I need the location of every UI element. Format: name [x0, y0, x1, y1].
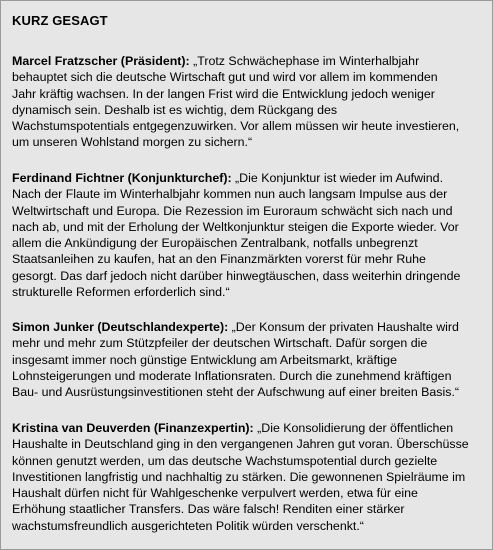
quote-line: Nach der Flaute im Winterhalbjahr kommen nun auch langsam Impulse aus der — [12, 187, 448, 202]
quote-entry-van-deuverden — [12, 420, 486, 534]
quote-entry-fichtner — [12, 170, 486, 300]
quote-line: können genutzt werden, um das deutsche Wachstumspotential durch gezielte — [12, 453, 438, 468]
quote-line: behauptet sich die deutsche Wirtschaft gut und wird vor allem im kommenden — [12, 70, 438, 85]
quote-line: Bau- und Ausrüstungsinvestitionen steht der Aufschwung auf einer breiten Basis.“ — [12, 385, 460, 400]
speaker-name: Marcel Fratzscher (Präsident): — [12, 54, 190, 68]
box-heading: KURZ GESAGT — [12, 13, 108, 28]
quote-line: Staatsanleihen zu kaufen, hat an den Finanzmärkten vorerst für mehr Ruhe — [12, 252, 426, 267]
quote-line: allem die Ankündigung der Europäischen Zentralbank, notfalls unbegrenzt — [12, 236, 418, 251]
quote-line: Haushalte in Deutschland ging in den vergangenen Jahren gut voran. Überschüsse — [12, 437, 469, 452]
quote-line: insgesamt immer noch günstige Entwicklung am Arbeitsmarkt, kräftige — [12, 352, 397, 367]
quote-text: „Die Konjunktur ist wieder im Aufwind. — [231, 171, 444, 185]
speaker-name: Simon Junker (Deutschlandexperte): — [12, 320, 229, 334]
quote-first-line — [12, 420, 486, 436]
quote-first-line — [12, 319, 486, 335]
quote-line: Lohnsteigerungen und moderate Inflationsraten. Durch die zunehmend kräftigen — [12, 368, 452, 383]
quote-first-line — [12, 53, 486, 69]
quote-line: nach ab, und mit der Erholung der Weltkonjunktur steigen die Exporte wieder. Vor — [12, 219, 459, 234]
quote-entry-junker — [12, 319, 486, 400]
quote-line: Erhöhung staatlicher Transfers. Das wäre falsch! Renditen einer stärker — [12, 502, 405, 517]
quote-text: „Der Konsum der privaten Haushalte wird — [228, 320, 459, 334]
quote-line: Wachstumspotentials entgegenzuwirken. Vor allem müssen wir heute investieren, — [12, 119, 460, 134]
quote-line: strukturelle Reformen erforderlich sind.“ — [12, 285, 230, 300]
quote-line: Jahr kräftig wachsen. In der langen Frist wird die Entwicklung jedoch weniger — [12, 86, 435, 101]
quote-line: gesorgt. Das darf jedoch nicht darüber hinwegtäuschen, dass weiterhin dringende — [12, 268, 461, 283]
quote-text: „Trotz Schwächephase im Winterhalbjahr — [189, 54, 420, 68]
quote-entry-fratzscher — [12, 53, 486, 151]
quote-line: um unseren Wohlstand morgen zu sichern.“ — [12, 135, 253, 150]
quote-line: Investitionen langfristig und nachhaltig zu stärken. Die gewonnenen Spielräume im — [12, 469, 466, 484]
quote-text: „Die Konsolidierung der öffentlichen — [253, 421, 454, 435]
quote-first-line — [12, 170, 486, 186]
quote-line: wachstumsfreundlich ausgerichteten Politik würden verschenkt.“ — [12, 518, 364, 533]
speaker-name: Kristina van Deuverden (Finanzexpertin): — [12, 421, 254, 435]
quote-line: Weltwirtschaft und Europa. Die Rezession im Euroraum schwächt sich nach und — [12, 203, 453, 218]
speaker-name: Ferdinand Fichtner (Konjunkturchef): — [12, 171, 232, 185]
quote-line: Haushalt dürfen nicht für Wahlgeschenke verpulvert werden, etwa für eine — [12, 486, 418, 501]
quote-line: mehr und mehr zum Stützpfeiler der deutschen Wirtschaft. Dafür sorgen die — [12, 336, 428, 351]
quote-line: dynamisch sein. Deshalb ist es wichtig, dem Rückgang des — [12, 102, 338, 117]
